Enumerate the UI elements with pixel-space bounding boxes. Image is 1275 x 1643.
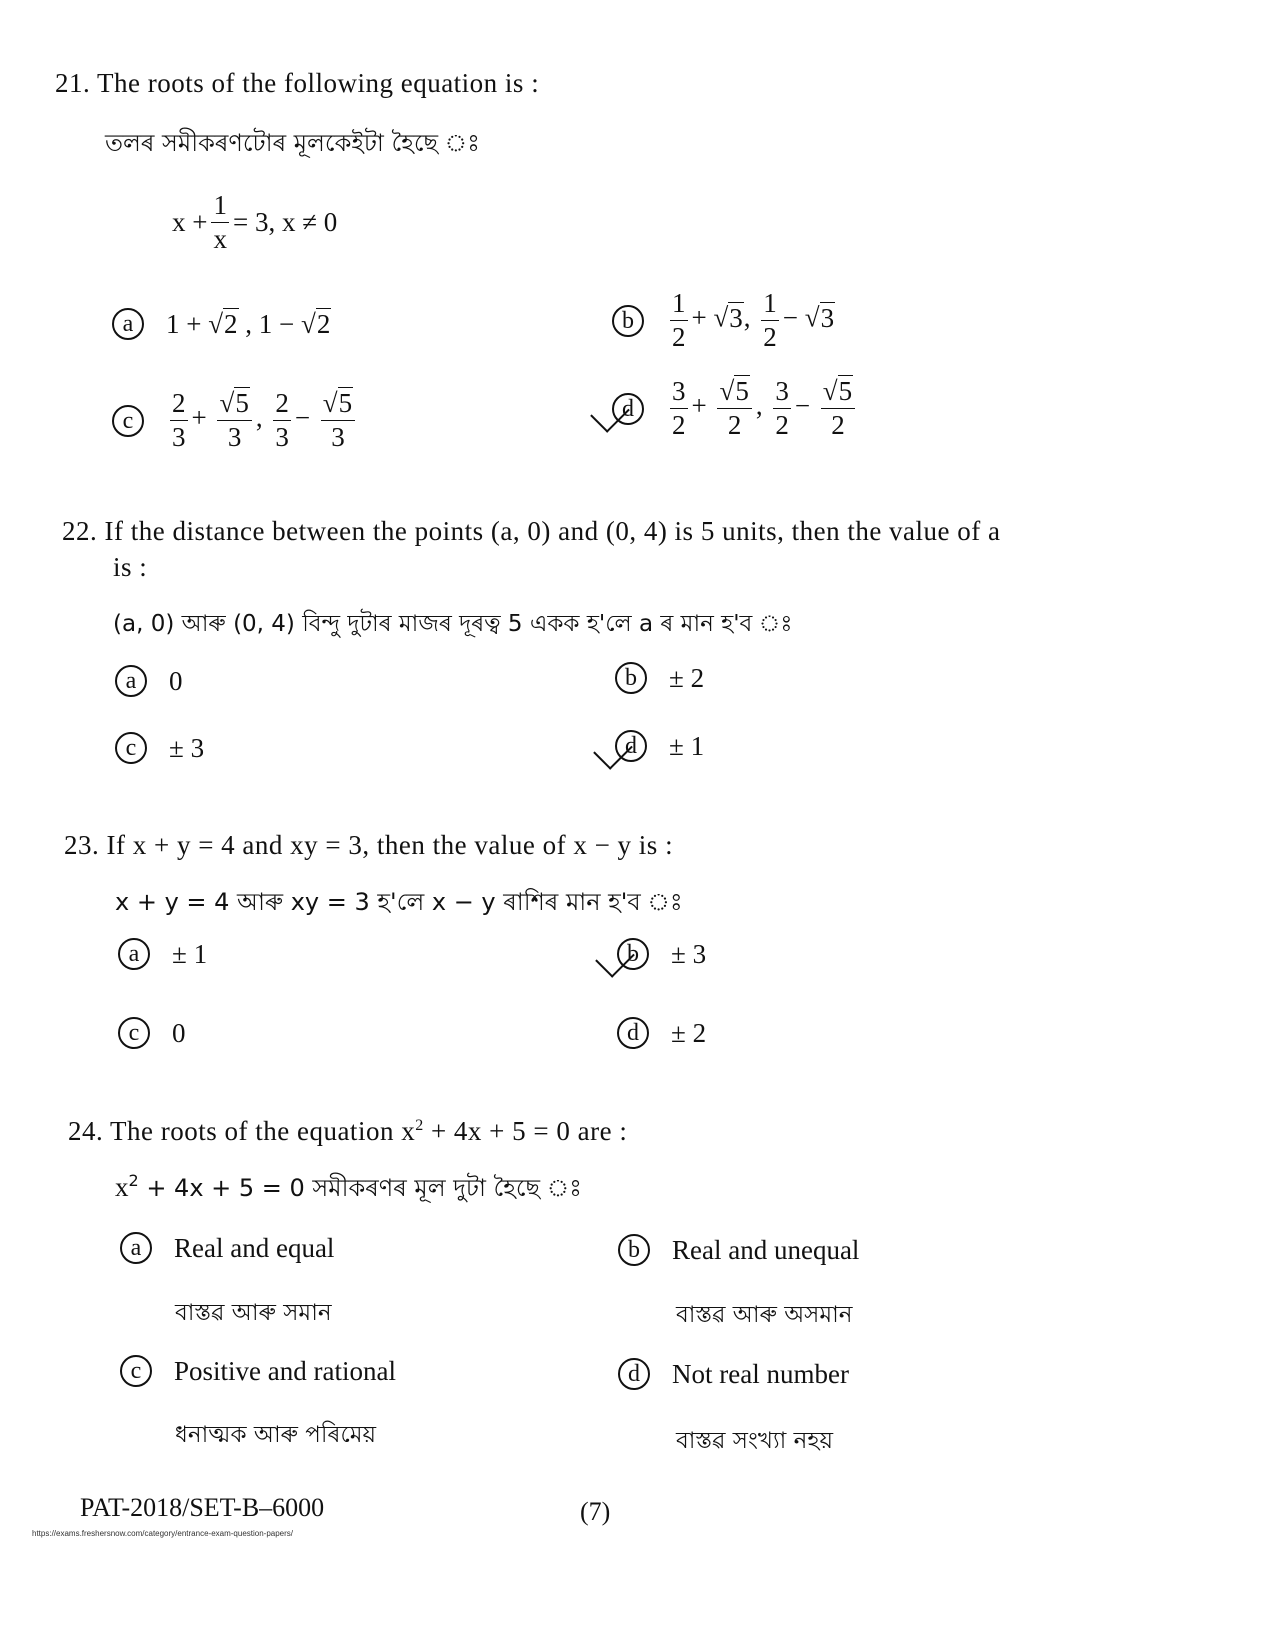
option-text: ± 1: [669, 730, 705, 761]
option-label-d: d: [617, 1017, 649, 1049]
option-label-c: c: [120, 1355, 152, 1387]
exponent: 2: [415, 1117, 424, 1134]
option-text: $\frac{2}{3}$ + $\frac{√5}{3}$ , $\frac{2}{3}$ − $\frac{√5}{3}$: [166, 390, 359, 451]
question-21-equation: [172, 192, 337, 253]
option-text: ± 3: [671, 938, 707, 969]
equation-fraction: [211, 192, 229, 253]
question-number: 23.: [64, 830, 100, 860]
q22-option-b[interactable]: [615, 662, 704, 694]
equation-prefix: x +: [172, 207, 208, 237]
question-number: 22.: [62, 516, 98, 546]
question-number: 21.: [55, 68, 91, 98]
question-english-pre: The roots of the equation x: [110, 1116, 416, 1146]
option-text: 0: [172, 1017, 186, 1048]
option-text: Positive and rational: [174, 1355, 396, 1386]
question-number: 24.: [68, 1116, 104, 1146]
exponent: 2: [128, 1171, 139, 1190]
option-text: Real and unequal: [672, 1234, 860, 1265]
question-22-text: [62, 516, 1001, 547]
q24-option-d-local: বাস্তৱ সংখ্যা নহয়: [676, 1428, 833, 1454]
local-pre: x: [115, 1172, 129, 1202]
option-text: Real and equal: [174, 1232, 335, 1263]
q23-option-b[interactable]: [617, 938, 706, 970]
option-text: Not real number: [672, 1358, 849, 1389]
option-text: ± 1: [172, 938, 208, 969]
question-23-local: x + y = 4 আৰু xy = 3 হ'লে x − y ৰাশিৰ মান হ'ব ঃ: [115, 888, 683, 916]
q24-option-a[interactable]: [120, 1232, 334, 1264]
question-23-text: [64, 830, 673, 861]
option-label-c: c: [115, 732, 147, 764]
footer-exam-code: PAT-2018/SET-B–6000: [80, 1493, 325, 1522]
footer-page-number: (7): [580, 1497, 611, 1526]
q21-option-d[interactable]: [612, 378, 859, 439]
q21-option-c[interactable]: [112, 390, 359, 451]
option-label-d: d: [615, 730, 647, 762]
q23-option-a[interactable]: [118, 938, 207, 970]
option-label-d: d: [618, 1358, 650, 1390]
option-label-c: c: [118, 1017, 150, 1049]
option-label-a: a: [112, 308, 144, 340]
q22-option-c[interactable]: [115, 732, 204, 764]
question-22-text-cont: is :: [113, 552, 148, 582]
question-24-text: [68, 1116, 627, 1147]
q24-option-c[interactable]: [120, 1355, 396, 1387]
option-label-a: a: [118, 938, 150, 970]
q24-option-b[interactable]: [618, 1234, 859, 1266]
question-24-local: [115, 1170, 582, 1210]
q24-option-d[interactable]: [618, 1358, 849, 1390]
q21-option-a[interactable]: [112, 308, 331, 340]
question-english-post: + 4x + 5 = 0 are :: [423, 1116, 628, 1146]
q24-option-b-local: বাস্তৱ আৰু অসমান: [676, 1302, 853, 1328]
option-label-b: b: [612, 305, 644, 337]
q23-option-c[interactable]: [118, 1017, 186, 1049]
local-post: + 4x + 5 = 0 সমীকৰণৰ মূল দুটা হৈছে ঃ: [138, 1174, 582, 1202]
q22-option-d[interactable]: [615, 730, 704, 762]
question-english: If the distance between the points (a, 0) and (0, 4) is 5 units, then the value of a: [104, 516, 1001, 546]
question-21-local: তলৰ সমীকৰণটোৰ মূলকেইটা হৈছে ঃ: [105, 129, 480, 157]
option-label-d: d: [612, 393, 644, 425]
option-label-b: b: [618, 1234, 650, 1266]
option-label-a: a: [115, 665, 147, 697]
option-label-a: a: [120, 1232, 152, 1264]
q22-option-a[interactable]: [115, 665, 183, 697]
q21-option-b[interactable]: [612, 290, 835, 351]
fraction-numerator: 1: [211, 192, 229, 223]
option-label-b: b: [615, 662, 647, 694]
option-text: ± 3: [169, 732, 205, 763]
question-22-local: (a, 0) আৰু (0, 4) বিন্দু দুটাৰ মাজৰ দূৰত্ব 5 একক হ'লে a ৰ মান হ'ব ঃ: [113, 611, 793, 637]
option-text: ± 2: [669, 662, 705, 693]
equation-suffix: = 3, x ≠ 0: [232, 207, 338, 237]
option-text: $\frac{3}{2}$ + $\frac{√5}{2}$ , $\frac{3}{2}$ − $\frac{√5}{2}$: [666, 378, 859, 439]
q24-option-a-local: বাস্তৱ আৰু সমান: [175, 1300, 332, 1326]
q23-option-d[interactable]: [617, 1017, 706, 1049]
q24-option-c-local: ধনাত্মক আৰু পৰিমেয়: [175, 1422, 377, 1448]
option-text: ± 2: [671, 1017, 707, 1048]
question-english: The roots of the following equation is :: [97, 68, 540, 98]
option-text: 1 + √2 , 1 − √2: [166, 308, 331, 339]
question-21-text: [55, 68, 539, 99]
footer-url[interactable]: https://exams.freshersnow.com/category/entrance-exam-question-papers/: [32, 1529, 294, 1538]
option-label-b: b: [617, 938, 649, 970]
option-text: 0: [169, 665, 183, 696]
option-text: $\frac{1}{2}$ + √3, $\frac{1}{2}$ − √3: [672, 288, 835, 352]
question-english: If x + y = 4 and xy = 3, then the value of x − y is :: [106, 830, 674, 860]
option-label-c: c: [112, 405, 144, 437]
fraction-denominator: x: [213, 224, 227, 254]
